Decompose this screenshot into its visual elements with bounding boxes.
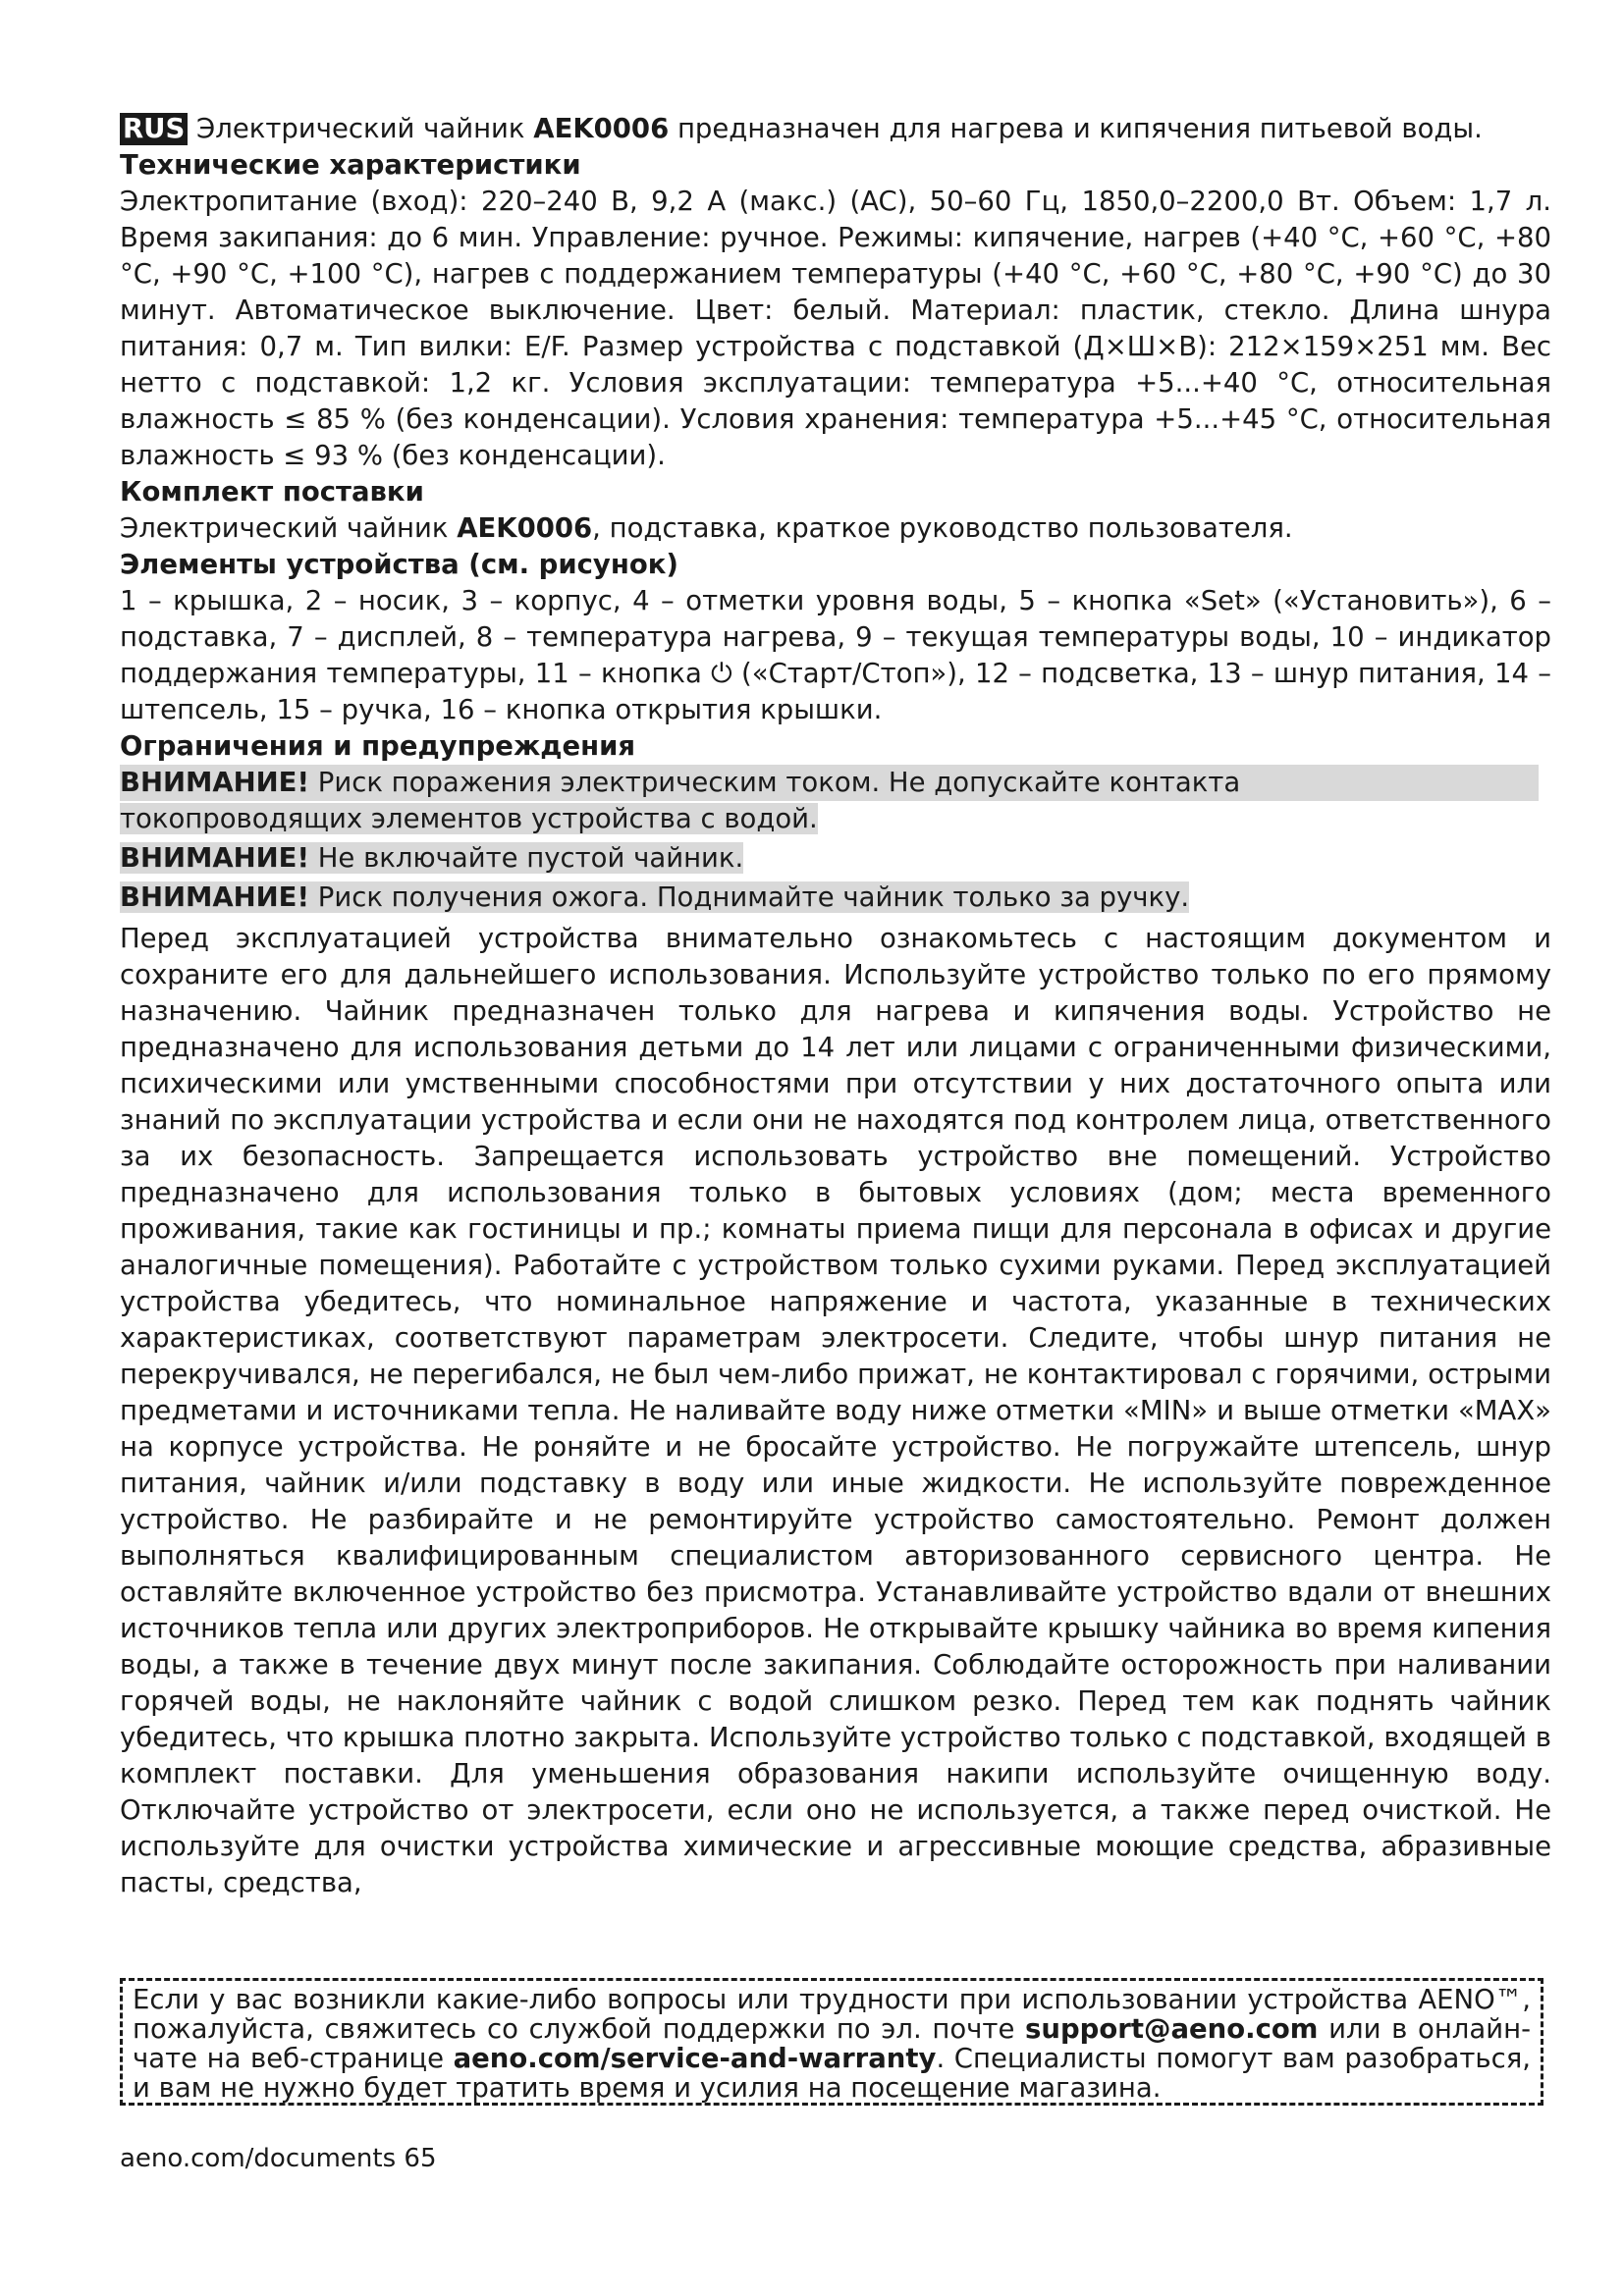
intro-text-after: предназначен для нагрева и кипячения питьевой воды.	[669, 113, 1483, 144]
warning-3-label: ВНИМАНИЕ!	[120, 881, 309, 913]
support-text	[133, 1985, 1531, 2103]
warning-2	[120, 840, 1551, 880]
page-number: 65	[404, 2144, 437, 2173]
warning-2-label: ВНИМАНИЕ!	[120, 842, 309, 874]
specs-text: Электропитание (вход): 220–240 В, 9,2 А (макс.) (AC), 50–60 Гц, 1850,0–2200,0 Вт. Объем: 1,7 л. Время закипания: до 6 мин. Управление: ручное. Режимы: кипячение, нагрев (+40 °C, +60 °C, +80 °C, +90 °C, +100 °C), нагрев с поддержанием температуры (+40 °C, +60 °C, +80 °C, +90 °C) до 30 минут. Автоматическое выключение. Цвет: белый. Материал: пластик, стекло. Длина шнура питания: 0,7 м. Тип вилки: E/F. Размер устройства с подставкой (Д×Ш×В): 212×159×251 мм. Вес нетто с подставкой: 1,2 кг. Условия эксплуатации: температура +5...+40 °C, относительная влажность ≤ 85 % (без конденсации). Условия хранения: температура +5...+45 °C, относительная влажность ≤ 93 % (без конденсации).	[120, 186, 1551, 471]
warning-1	[120, 765, 1551, 840]
package-text-after: , подставка, краткое руководство пользователя.	[592, 512, 1293, 544]
intro-model: AEK0006	[533, 113, 670, 144]
warnings-heading: Ограничения и предупреждения	[120, 730, 636, 762]
package-text-before: Электрический чайник	[120, 512, 458, 544]
elements-text: 1 – крышка, 2 – носик, 3 – корпус, 4 – отметки уровня воды, 5 – кнопка «Set» («Установить»), 6 – подставка, 7 – дисплей, 8 – температура нагрева, 9 – текущая температуры воды, 10 – индикатор поддержания температуры, 11 – кнопка ⏻ («Старт/Стоп»), 12 – подсветка, 13 – шнур питания, 14 – штепсель, 15 – ручка, 16 – кнопка открытия крышки.	[120, 585, 1551, 725]
language-tag: RUS	[120, 113, 188, 145]
footer-site-link[interactable]: aeno.com/documents	[120, 2144, 397, 2173]
warning-2-text: Не включайте пустой чайник.	[309, 842, 744, 874]
elements-heading: Элементы устройства (см. рисунок)	[120, 549, 678, 580]
document-page	[120, 111, 1551, 1901]
warning-1-line-1	[120, 765, 1539, 801]
support-text-3: . Специалисты помогут вам разобраться, и вам не нужно будет тратить время и усилия на посещение магазина.	[133, 2043, 1531, 2104]
specs-heading: Технические характеристики	[120, 149, 581, 181]
safety-instructions-text: Перед эксплуатацией устройства внимательно ознакомьтесь с настоящим документом и сохраните его для дальнейшего использования. Используйте устройство только по его прямому назначению. Чайник предназначен только для нагрева и кипячения воды. Устройство не предназначено для использования детьми до 14 лет или лицами с ограниченными физическими, психическими или умственными способностями при отсутствии у них достаточного опыта или знаний по эксплуатации устройства и если они не находятся под контролем лица, ответственного за их безопасность. Запрещается использовать устройство вне помещений. Устройство предназначено для использования только в бытовых условиях (дом; места временного проживания, такие как гостиницы и пр.; комнаты приема пищи для персонала в офисах и другие аналогичные помещения). Работайте с устройством только сухими руками. Перед эксплуатацией устройства убедитесь, что номинальное напряжение и частота, указанные в технических характеристиках, соответствуют параметрам электросети. Следите, чтобы шнур питания не перекручивался, не перегибался, не был чем-либо прижат, не контактировал с горячими, острыми предметами и источниками тепла. Не наливайте воду ниже отметки «MIN» и выше отметки «MAX» на корпусе устройства. Не роняйте и не бросайте устройство. Не погружайте штепсель, шнур питания, чайник и/или подставку в воду или иные жидкости. Не используйте поврежденное устройство. Не разбирайте и не ремонтируйте устройство самостоятельно. Ремонт должен выполняться квалифицированным специалистом авторизованного сервисного центра. Не оставляйте включенное устройство без присмотра. Устанавливайте устройство вдали от внешних источников тепла или других электроприборов. Не открывайте крышку чайника во время кипения воды, а также в течение двух минут после закипания. Соблюдайте осторожность при наливании горячей воды, не наклоняйте чайник с водой слишком резко. Перед тем как поднять чайник убедитесь, что крышка плотно закрыта. Используйте устройство только с подставкой, входящей в комплект поставки. Для уменьшения образования накипи используйте очищенную воду. Отключайте устройство от электросети, если оно не используется, а также перед очисткой. Не используйте для очистки устройства химические и агрессивные моющие средства, абразивные пасты, средства,	[120, 923, 1551, 1898]
warning-1-line-2: токопроводящих элементов устройства с водой.	[120, 803, 818, 834]
package-model: AEK0006	[457, 512, 593, 544]
support-box	[120, 1978, 1543, 2106]
support-text-1: Если у вас возникли какие-либо вопросы или трудности при использовании устройства AENO™, пожалуйста, свяжитесь со службой поддержки по эл. почте	[133, 1984, 1531, 2045]
package-text	[120, 510, 1551, 547]
warning-3	[120, 880, 1551, 919]
warning-1-label: ВНИМАНИЕ!	[120, 767, 309, 798]
support-url-link[interactable]: aeno.com/service-and-warranty	[453, 2043, 937, 2074]
warning-1-text: Риск поражения электрическим током. Не допускайте контакта	[309, 767, 1241, 798]
intro-paragraph	[120, 111, 1551, 147]
package-heading: Комплект поставки	[120, 476, 424, 507]
warning-3-text: Риск получения ожога. Поднимайте чайник только за ручку.	[309, 881, 1190, 913]
support-text-2: или в онлайн-чате на веб-странице	[133, 2013, 1531, 2074]
support-email-link[interactable]: support@aeno.com	[1025, 2013, 1319, 2045]
intro-text-before: Электрический чайник	[188, 113, 534, 144]
page-footer	[120, 2143, 437, 2174]
